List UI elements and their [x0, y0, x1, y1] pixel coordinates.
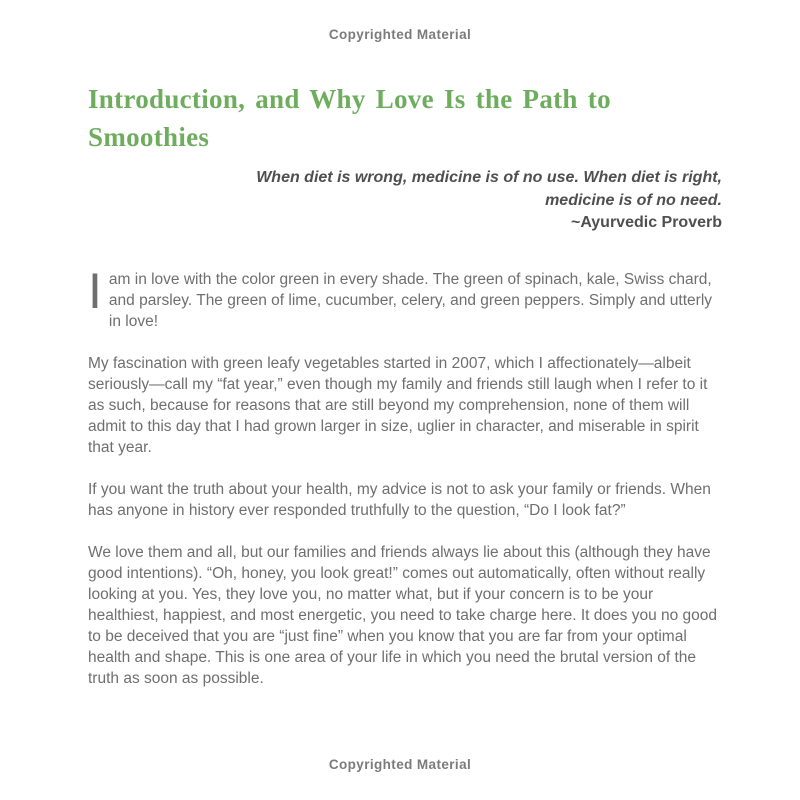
- epigraph-attribution: ~Ayurvedic Proverb: [570, 214, 722, 231]
- copyright-notice-bottom: Copyrighted Material: [328, 757, 472, 772]
- dropcap-initial: I: [88, 263, 102, 319]
- epigraph-quote-line-1: When diet is wrong, medicine is of no use. When diet is right,: [256, 169, 722, 186]
- copyright-notice-top: Copyrighted Material: [328, 27, 472, 42]
- epigraph-quote-line-2: medicine is of no need.: [545, 191, 722, 209]
- paragraph-2: My fascination with green leafy vegetables started in 2007, which I affectionately—albeit seriously—call my “fat year,” even though my family and friends still laugh when I refer to it as such, because for reasons that are still beyond my comprehension, none of them will admit to this day that I had grown larger in size, uglier in character, and miserable in spirit that year.: [88, 355, 708, 456]
- paragraph-1: [88, 263, 724, 332]
- body-text: [88, 263, 724, 710]
- epigraph-quote: [88, 167, 722, 235]
- paragraph-3: If you want the truth about your health, my advice is not to ask your family or friends. When has anyone in history ever responded truthfully to the question, “Do I look fat?”: [88, 481, 711, 519]
- chapter-title: [88, 80, 748, 156]
- paragraph-4: We love them and all, but our families and friends always lie about this (although they have good intentions). “Oh, honey, you look great!” comes out automatically, often without really looking at you. Yes, they love you, no matter what, but if your concern is to be your healthiest, happiest, and most energetic, you need to take charge here. It does you no good to be deceived that you are “just fine” when you know that you are far from your optimal health and shape. This is one area of your life in which you need the brutal version of the truth as soon as possible.: [88, 544, 718, 687]
- paragraph-1-text: am in love with the color green in every shade. The green of spinach, kale, Swiss chard, and parsley. The green of lime, cucumber, celery, and green peppers. Simply and utterly in love!: [108, 271, 713, 330]
- chapter-title-line-1: Introduction, and Why Love Is the Path to: [88, 84, 611, 114]
- chapter-title-line-2: Smoothies: [88, 122, 210, 152]
